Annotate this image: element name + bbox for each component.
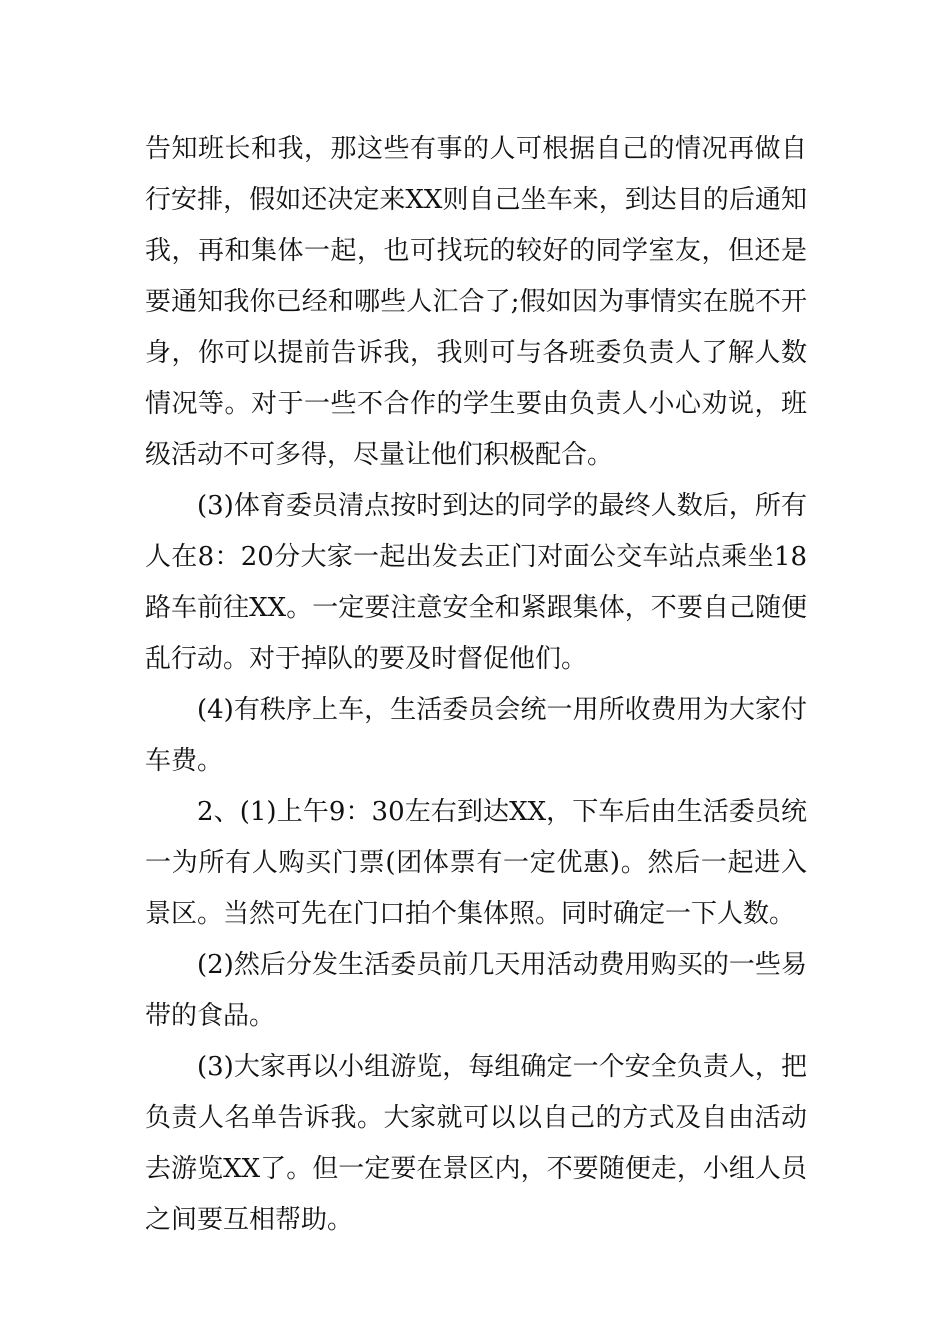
paragraph-section-2-item-2: (2)然后分发生活委员前几天用活动费用购买的一些易带的食品。 xyxy=(145,950,807,1031)
paragraph-continuation: 告知班长和我，那这些有事的人可根据自己的情况再做自行安排，假如还决定来XX则自己坐车来，到达目的后通知我，再和集体一起，也可找玩的较好的同学室友，但还是要通知我你已经和哪些人汇合了;假如因为事情实在脱不开身，你可以提前告诉我，我则可与各班委负责人了解人数情况等。对于一些不合作的学生要由负责人小心劝说，班级活动不可多得，尽量让他们积极配合。 xyxy=(145,134,807,470)
paragraph-item-4-boarding: (4)有秩序上车，生活委员会统一用所收费用为大家付车费。 xyxy=(145,695,807,776)
paragraph-section-2-item-1: 2、(1)上午9：30左右到达XX，下车后由生活委员统一为所有人购买门票(团体票有一定优惠)。然后一起进入景区。当然可先在门口拍个集体照。同时确定一下人数。 xyxy=(145,797,807,929)
paragraph-item-3-sports: (3)体育委员清点按时到达的同学的最终人数后，所有人在8：20分大家一起出发去正门对面公交车站点乘坐18路车前往XX。一定要注意安全和紧跟集体，不要自己随便乱行动。对于掉队的要及时督促他们。 xyxy=(145,491,807,674)
document-body xyxy=(145,124,807,1246)
paragraph-section-2-item-3: (3)大家再以小组游览，每组确定一个安全负责人，把负责人名单告诉我。大家就可以以自己的方式及自由活动去游览XX了。但一定要在景区内，不要随便走，小组人员之间要互相帮助。 xyxy=(145,1052,807,1235)
